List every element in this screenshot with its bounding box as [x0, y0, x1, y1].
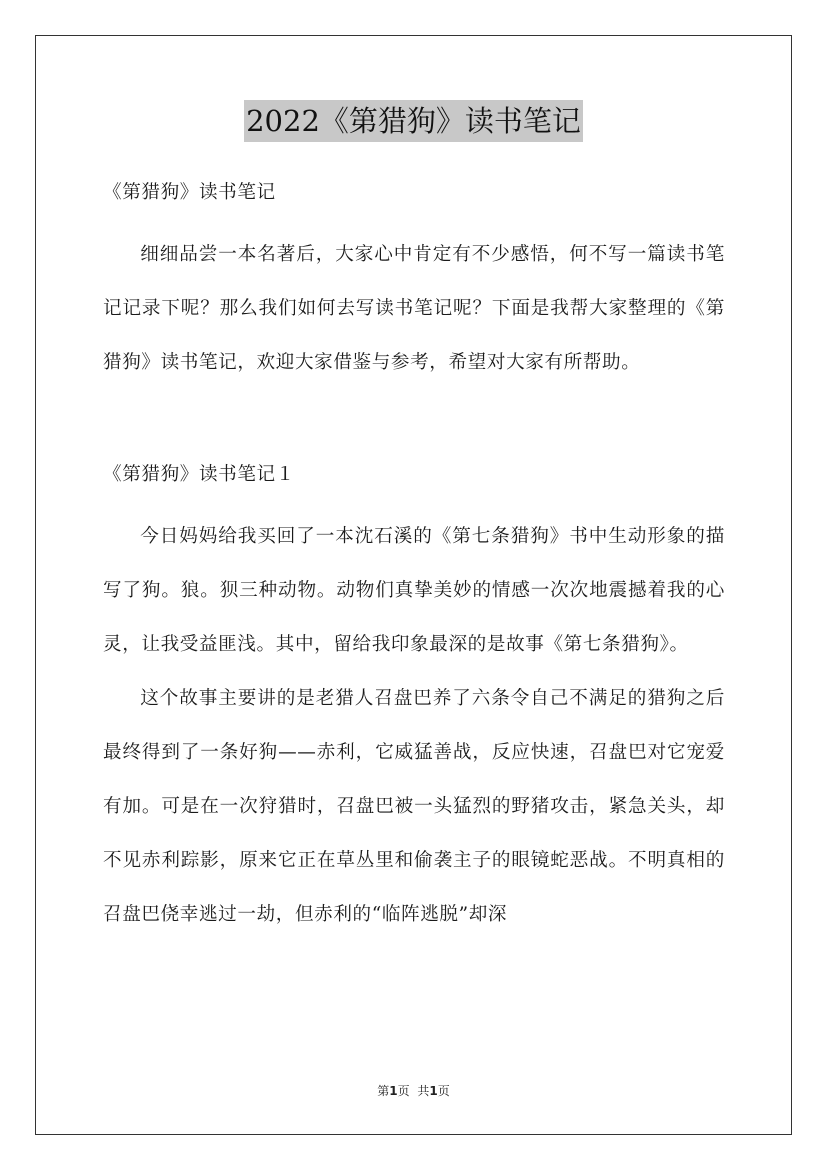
- title-container: [0, 100, 827, 142]
- intro-paragraph: 细细品尝一本名著后，大家心中肯定有不少感悟，何不写一篇读书笔记记录下呢？那么我们如何去写读书笔记呢？下面是我帮大家整理的《第猎狗》读书笔记，欢迎大家借鉴与参考，希望对大家有所帮助。: [103, 244, 725, 373]
- total-pages: 1: [429, 1084, 438, 1098]
- page-number: 1: [389, 1084, 398, 1098]
- page-suffix: 页: [397, 1084, 410, 1098]
- total-prefix: 共: [417, 1084, 430, 1098]
- body-paragraph-1: 今日妈妈给我买回了一本沈石溪的《第七条猎狗》书中生动形象的描写了狗。狼。狈三种动物。动物们真挚美妙的情感一次次地震撼着我的心灵，让我受益匪浅。其中，留给我印象最深的是故事《第七条猎狗》。: [103, 526, 725, 655]
- intro-heading: 《第猎狗》读书笔记: [103, 182, 276, 203]
- document-body: [103, 174, 725, 942]
- document-title: 2022《第猎狗》读书笔记: [244, 100, 583, 142]
- page-footer: [0, 1083, 827, 1099]
- body-paragraph-2: 这个故事主要讲的是老猎人召盘巴养了六条令自己不满足的猎狗之后最终得到了一条好狗——赤利，它威猛善战，反应快速，召盘巴对它宠爱有加。可是在一次狩猎时，召盘巴被一头猛烈的野猪攻击，紧急关头，却不见赤利踪影，原来它正在草丛里和偷袭主子的眼镜蛇恶战。不明真相的召盘巴侥幸逃过一劫，但赤利的“临阵逃脱”却深: [103, 688, 725, 925]
- section-heading: 《第猎狗》读书笔记１: [103, 464, 295, 485]
- total-suffix: 页: [437, 1084, 450, 1098]
- page-prefix: 第: [377, 1084, 390, 1098]
